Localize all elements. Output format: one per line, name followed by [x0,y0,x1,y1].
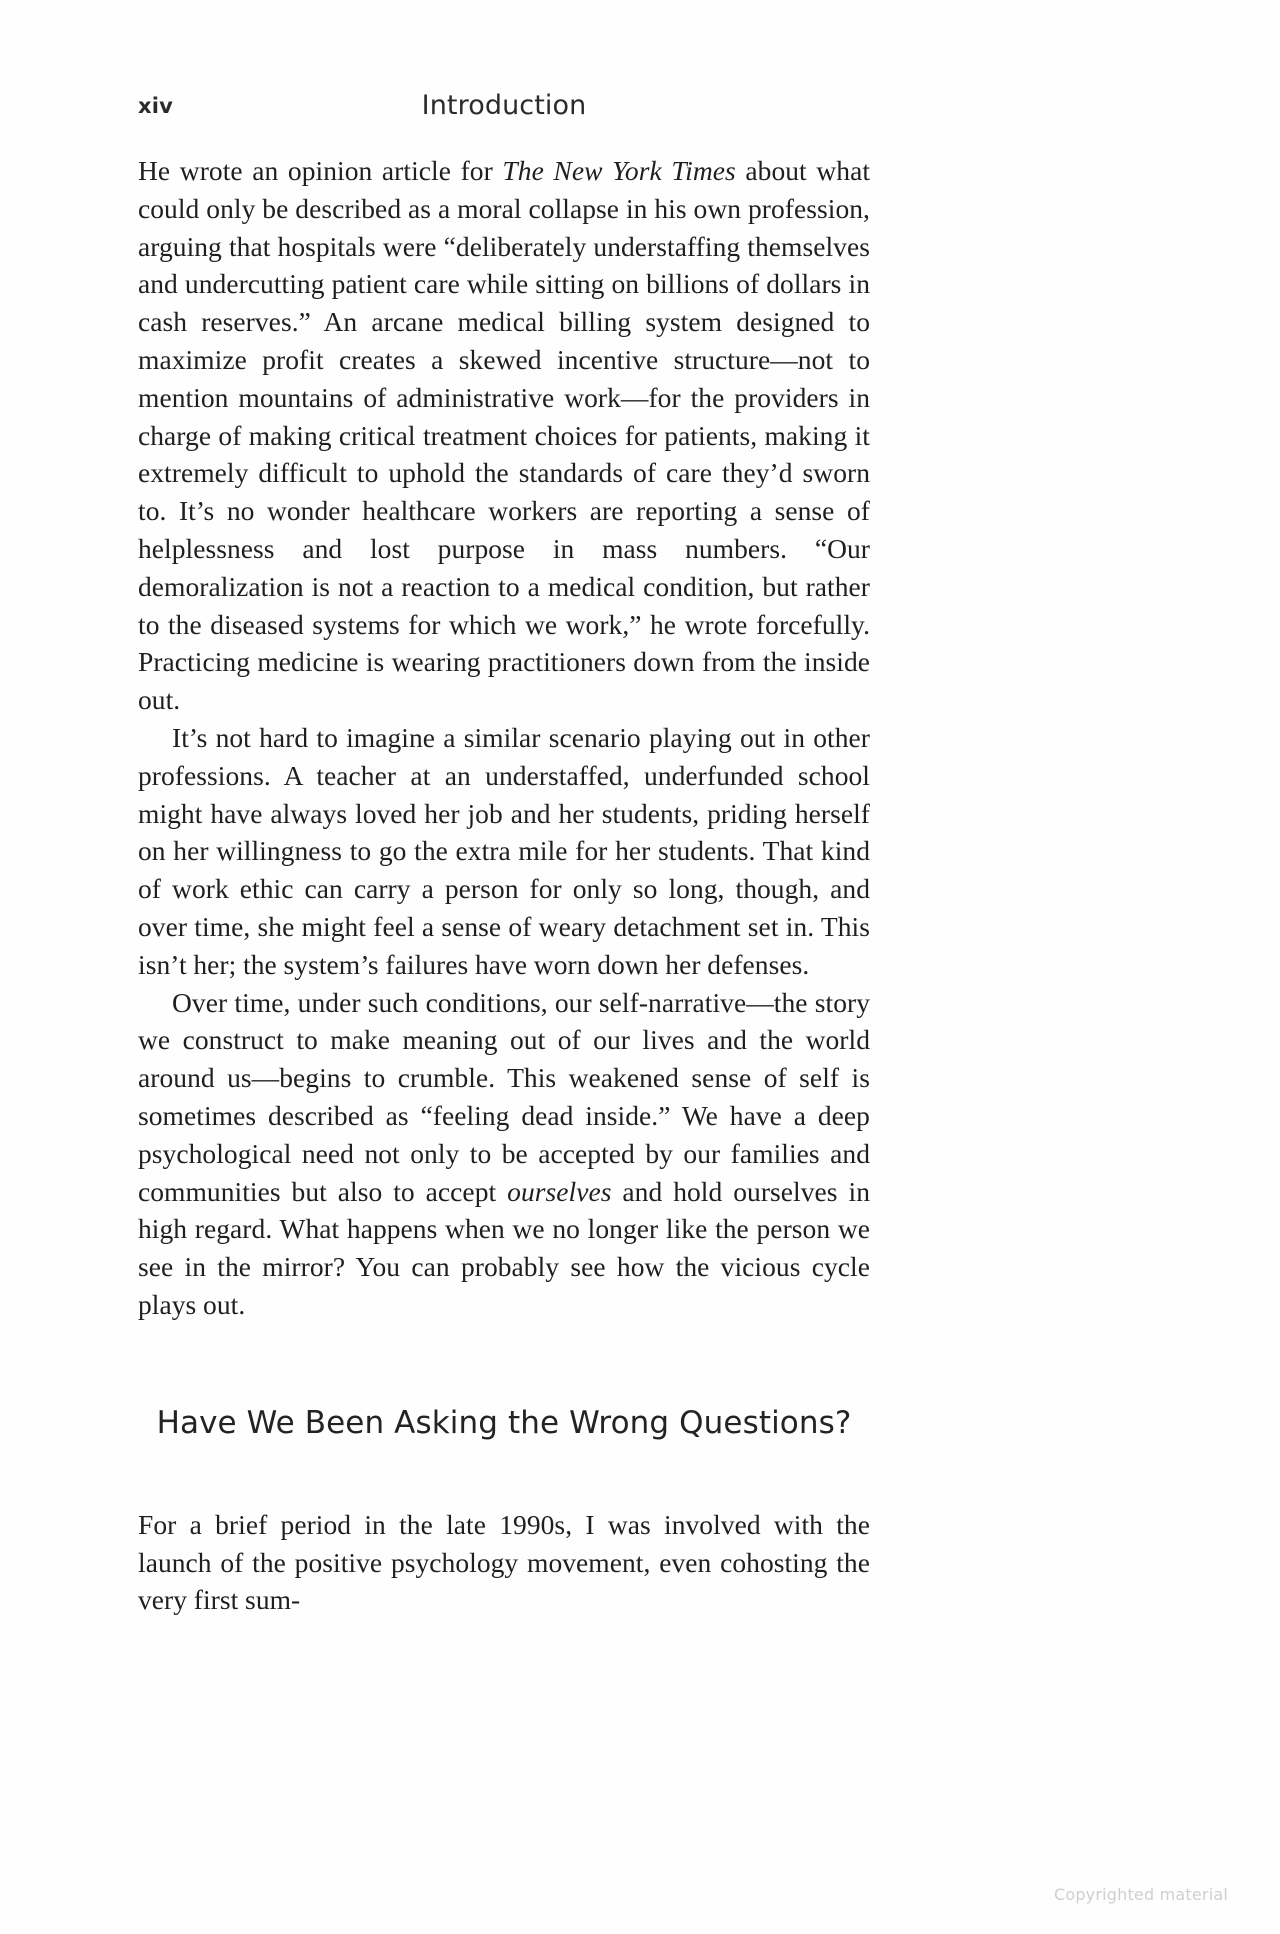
text-column [138,152,870,1619]
italic-run: The New York Times [502,155,736,186]
heading-spacer-below [138,1444,870,1506]
running-head [138,88,870,128]
copyright-watermark: Copyrighted material [1053,1885,1228,1904]
section-heading: Have We Been Asking the Wrong Questions? [156,1404,852,1441]
page-number: xiv [138,94,174,118]
body-paragraph: It’s not hard to imagine a similar scenario playing out in other professions. A teacher at an understaffed, underfunded school might have always loved her job and her students, priding herself on her willingness to go the extra mile for her students. That kind of work ethic can carry a person for only so long, though, and over time, she might feel a sense of weary detachment set in. This isn’t her; the system’s failures have worn down her defenses. [138,721,870,980]
heading-spacer-above [138,1324,870,1402]
body-paragraph: For a brief period in the late 1990s, I was involved with the launch of the positive psychology movement, even cohosting the very first sum- [138,1508,870,1616]
body-paragraph: He wrote an opinion article for The New York Times about what could only be described as a moral collapse in his own profession, arguing that hospitals were “deliberately understaffing themselves and undercutting patient care while sitting on billions of dollars in cash reserves.” An arcane medical billing system designed to maximize profit creates a skewed incentive structure—not to mention mountains of administrative work—for the providers in charge of making critical treatment choices for patients, making it extremely difficult to uphold the standards of care they’d sworn to. It’s no wonder healthcare workers are reporting a sense of helplessness and lost purpose in mass numbers. “Our demoralization is not a reaction to a medical condition, but rather to the diseased systems for which we work,” he wrote forcefully. Practicing medicine is wearing practitioners down from the inside out. [138,155,871,716]
body-paragraph: Over time, under such conditions, our self-narrative—the story we construct to make meaning out of our lives and the world around us—begins to crumble. This weakened sense of self is sometimes described as “feeling dead inside.” We have a deep psychological need not only to be accepted by our families and communities but also to accept ourselves and hold ourselves in high regard. What happens when we no longer like the person we see in the mirror? You can probably see how the vicious cycle plays out. [138,986,870,1320]
running-head-title: Introduction [421,90,587,121]
italic-run: ourselves [507,1175,612,1207]
